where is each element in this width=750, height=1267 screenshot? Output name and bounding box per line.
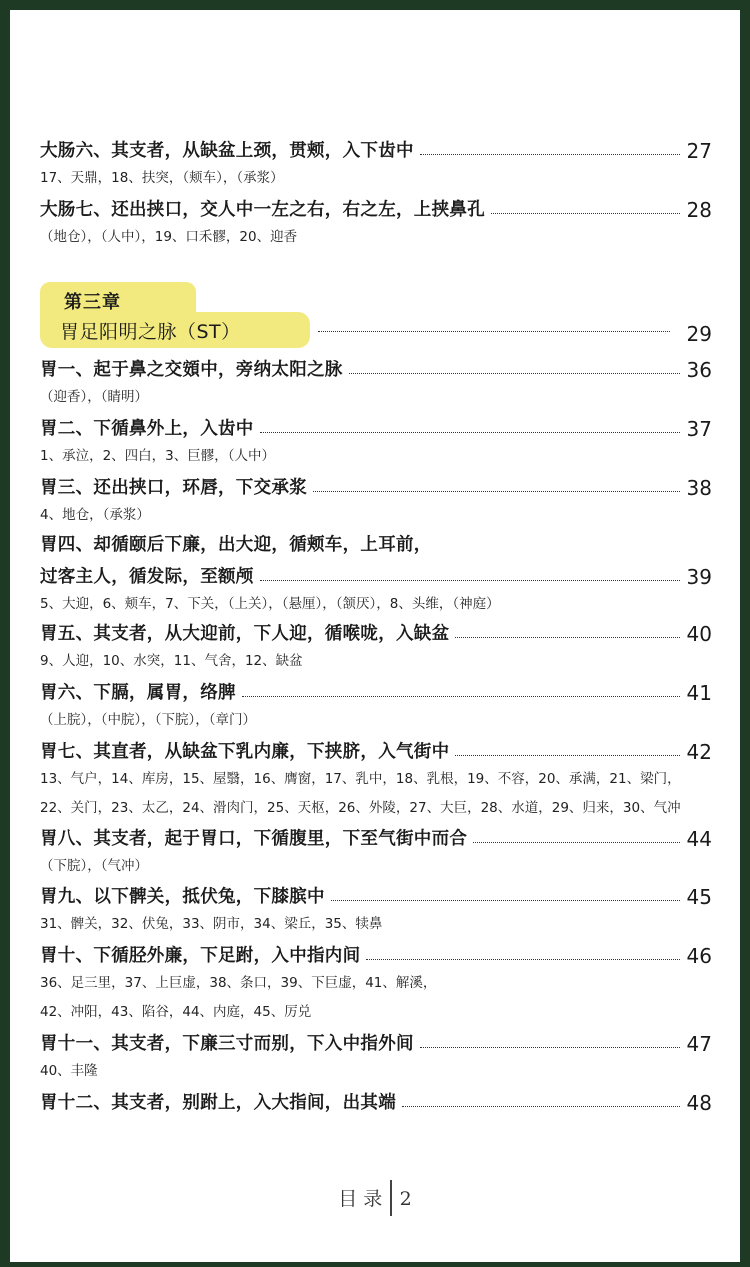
- leader-dots: [473, 842, 680, 843]
- footer-page-number: 2: [399, 1188, 412, 1210]
- toc-subtitle: 17、天鼎，18、扶突，（颊车），（承浆）: [40, 170, 284, 186]
- toc-title: 胃五、其支者，从大迎前，下人迎，循喉咙，入缺盆: [40, 624, 450, 644]
- toc-subtitle: （迎香），（睛明）: [40, 389, 148, 405]
- toc-page-number: 38: [686, 476, 712, 500]
- toc-page-number: 39: [686, 565, 712, 589]
- toc-page-number: 36: [686, 358, 712, 382]
- toc-title-row: [40, 1027, 712, 1057]
- toc-title: 大肠六、其支者，从缺盆上颈，贯颊，入下齿中: [40, 141, 414, 161]
- toc-entry[interactable]: [40, 530, 712, 619]
- toc-title: 胃一、起于鼻之交頞中，旁纳太阳之脉: [40, 360, 343, 380]
- toc-subtitle: 42、冲阳，43、陷谷，44、内庭，45、厉兑: [40, 1004, 312, 1020]
- leader-dots: [455, 755, 680, 756]
- footer-label: 目 录: [338, 1188, 383, 1210]
- toc-title: 胃二、下循鼻外上，入齿中: [40, 419, 254, 439]
- toc-subtitle: （下脘），（气冲）: [40, 858, 148, 874]
- toc-subtitle: （地仓），（人中），19、口禾髎，20、迎香: [40, 229, 298, 245]
- toc-subtitle: 36、足三里，37、上巨虚，38、条口，39、下巨虚，41、解溪，: [40, 975, 437, 991]
- toc-title: 胃三、还出挟口，环唇，下交承浆: [40, 478, 307, 498]
- chapter-label: 第三章: [64, 292, 121, 313]
- toc-entry[interactable]: [40, 193, 712, 252]
- toc-entry[interactable]: [40, 471, 712, 530]
- leader-dots: [242, 696, 680, 697]
- chapter-heading[interactable]: [40, 282, 712, 348]
- toc-entry[interactable]: [40, 134, 712, 193]
- leader-dots: [420, 1047, 680, 1048]
- toc-page-number: 40: [686, 622, 712, 646]
- toc-subtitle: （上脘），（中脘），（下脘），（章门）: [40, 712, 256, 728]
- chapter-page-number: 29: [686, 322, 712, 346]
- toc-title: 大肠七、还出挟口，交人中一左之右，右之左，上挟鼻孔: [40, 200, 485, 220]
- page: [10, 10, 740, 1262]
- chapter-title: 胃足阳明之脉（ST）: [60, 321, 241, 343]
- toc-title: 胃十、下循胫外廉，下足跗，入中指内间: [40, 946, 361, 966]
- toc-entry[interactable]: [40, 735, 712, 823]
- leader-dots: [349, 373, 680, 374]
- toc-title-row: [40, 412, 712, 442]
- toc-entry[interactable]: [40, 676, 712, 735]
- toc-title-row: [40, 822, 712, 852]
- toc-title-row: [40, 1086, 712, 1116]
- toc-entry[interactable]: [40, 353, 712, 412]
- toc-title: 胃七、其直者，从缺盆下乳内廉，下挟脐，入气街中: [40, 742, 450, 762]
- toc-title-row: [40, 353, 712, 383]
- leader-dots: [260, 432, 680, 433]
- toc-subtitle: 5、大迎，6、颊车，7、下关，（上关），（悬厘），（颔厌），8、头维，（神庭）: [40, 596, 500, 612]
- toc-title-line1: 胃四、却循颐后下廉，出大迎，循颊车，上耳前，: [40, 535, 432, 555]
- toc-page-number: 41: [686, 681, 712, 705]
- toc-title: 胃十一、其支者，下廉三寸而别，下入中指外间: [40, 1034, 414, 1054]
- toc-subtitle: 4、地仓，（承浆）: [40, 507, 150, 523]
- toc-title-row: [40, 471, 712, 501]
- toc-subtitle: 13、气户，14、库房，15、屋翳，16、膺窗，17、乳中，18、乳根，19、不容，20、承满，21、梁门，: [40, 771, 681, 787]
- toc-page-number: 45: [686, 885, 712, 909]
- toc-page-number: 48: [686, 1091, 712, 1115]
- toc-title-row: [40, 939, 712, 969]
- leader-dots: [491, 213, 680, 214]
- toc-subtitle: 31、髀关，32、伏兔，33、阴市，34、梁丘，35、犊鼻: [40, 916, 383, 932]
- toc-subtitle: 40、丰隆: [40, 1063, 98, 1079]
- toc-page-number: 37: [686, 417, 712, 441]
- toc-title-row: [40, 134, 712, 164]
- leader-dots: [313, 491, 680, 492]
- toc-title-row: [40, 676, 712, 706]
- leader-dots: [260, 580, 680, 581]
- toc-page-number: 27: [686, 139, 712, 163]
- toc-entry[interactable]: [40, 412, 712, 471]
- toc-page-number: 46: [686, 944, 712, 968]
- toc-title: 胃十二、其支者，别跗上，入大指间，出其端: [40, 1093, 396, 1113]
- toc-title-row: [40, 560, 712, 590]
- leader-dots: [318, 331, 670, 332]
- toc-page-number: 47: [686, 1032, 712, 1056]
- leader-dots: [366, 959, 680, 960]
- toc-page-number: 42: [686, 740, 712, 764]
- leader-dots: [402, 1106, 680, 1107]
- toc-entry[interactable]: [40, 939, 712, 1027]
- toc-entry[interactable]: [40, 822, 712, 881]
- toc-title: 胃六、下膈，属胃，络脾: [40, 683, 236, 703]
- toc-subtitle: 9、人迎，10、水突，11、气舍，12、缺盆: [40, 653, 303, 669]
- toc-page-number: 28: [686, 198, 712, 222]
- toc-entry[interactable]: [40, 617, 712, 676]
- page-footer: [10, 1182, 740, 1218]
- toc-title-row: [40, 193, 712, 223]
- toc-title: 胃九、以下髀关，抵伏兔，下膝膑中: [40, 887, 325, 907]
- toc-subtitle: 22、关门，23、太乙，24、滑肉门，25、天枢，26、外陵，27、大巨，28、水道，29、归来，30、气冲: [40, 800, 681, 816]
- toc-title-row: [40, 617, 712, 647]
- toc-entry[interactable]: [40, 1086, 712, 1116]
- toc-title-row: [40, 735, 712, 765]
- toc-entry[interactable]: [40, 1027, 712, 1086]
- leader-dots: [420, 154, 680, 155]
- leader-dots: [331, 900, 680, 901]
- toc-subtitle: 1、承泣，2、四白，3、巨髎，（人中）: [40, 448, 276, 464]
- toc-title-row: [40, 880, 712, 910]
- leader-dots: [455, 637, 680, 638]
- footer-divider: [390, 1180, 391, 1216]
- toc-entry[interactable]: [40, 880, 712, 939]
- toc-title: 胃八、其支者，起于胃口，下循腹里，下至气街中而合: [40, 829, 468, 849]
- toc-title: 过客主人，循发际，至额颅: [40, 567, 254, 587]
- toc-page-number: 44: [686, 827, 712, 851]
